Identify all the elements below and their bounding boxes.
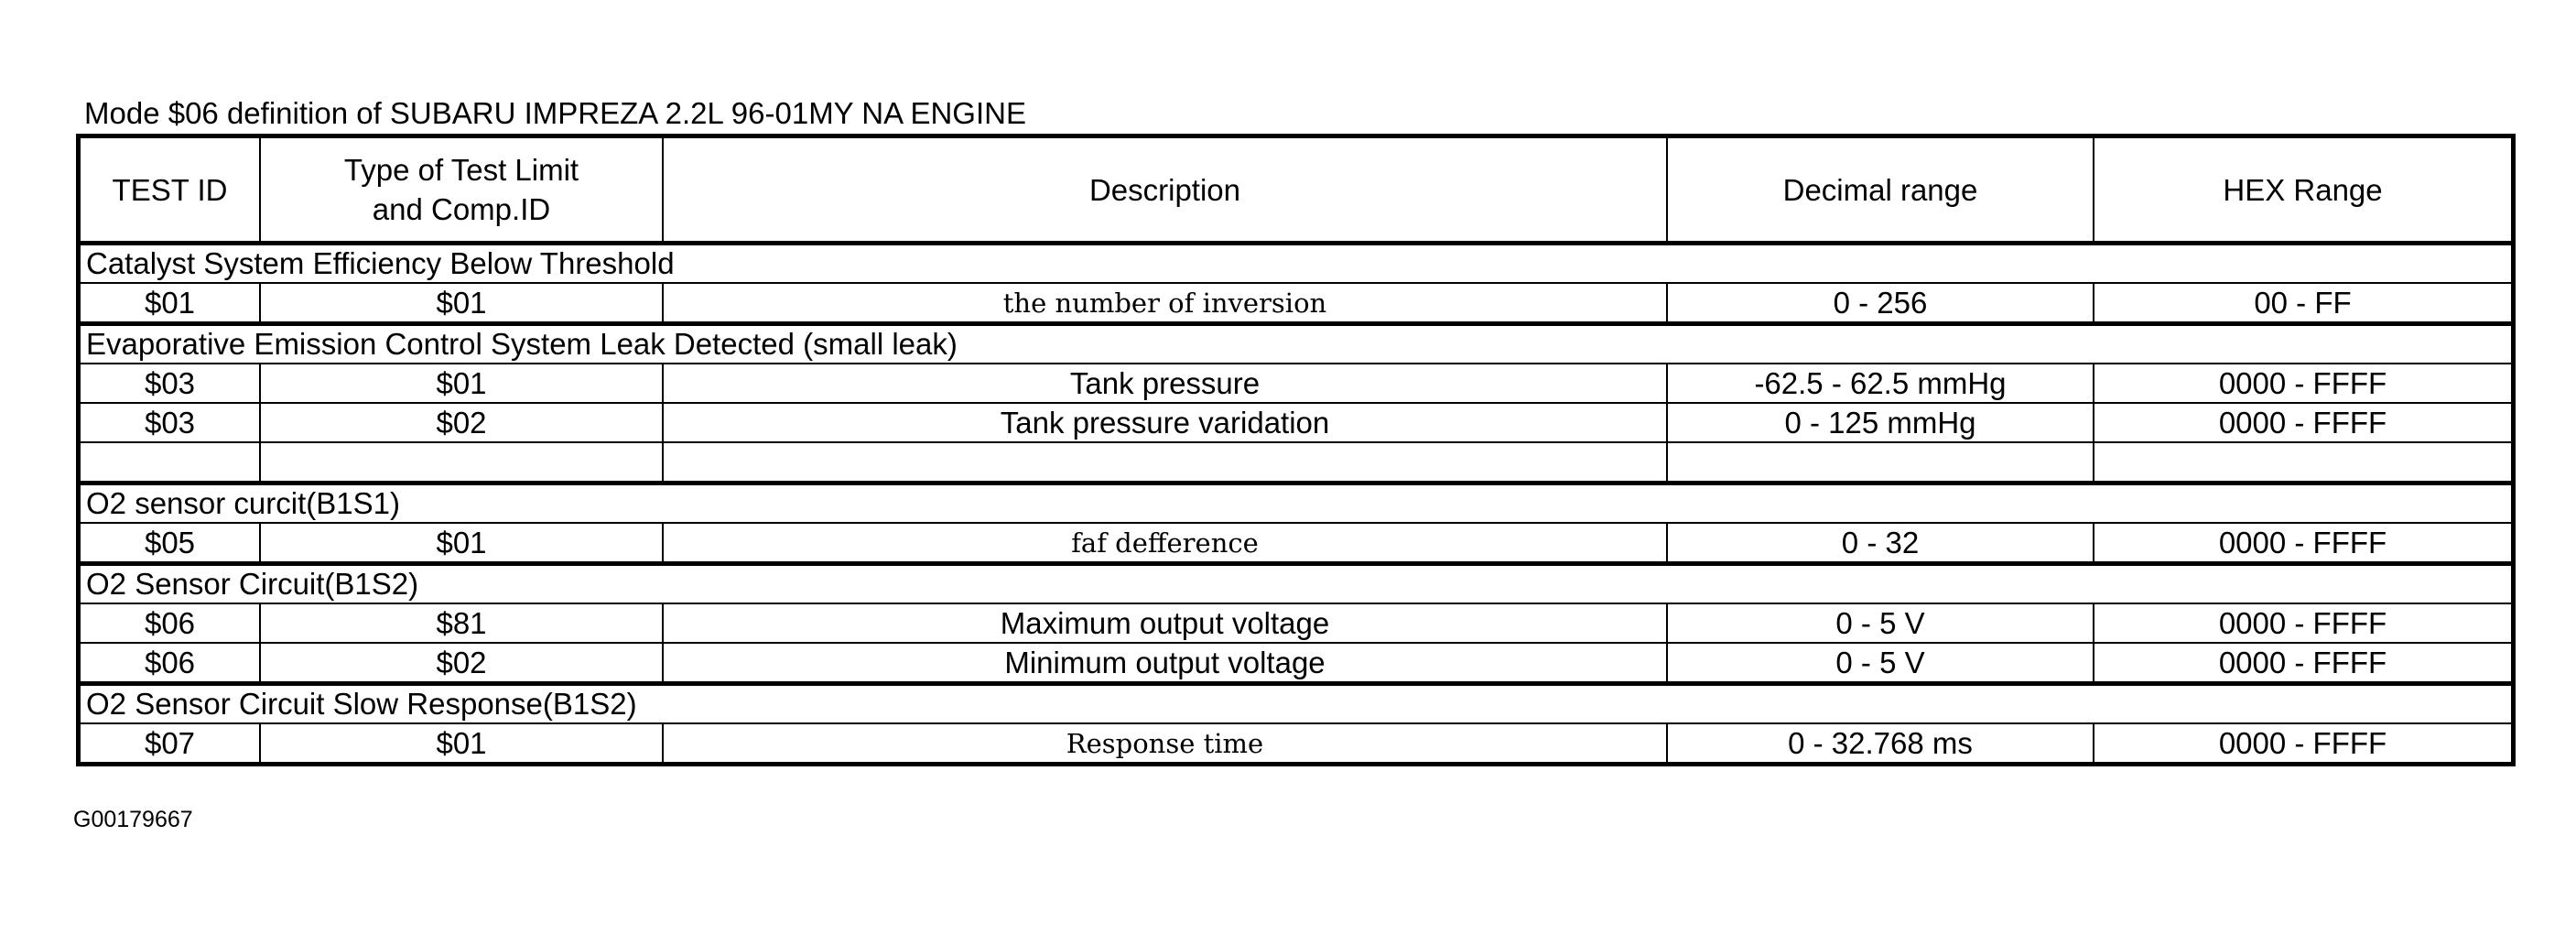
decimal-range-cell: 0 - 32.768 ms	[1666, 724, 2093, 762]
table-row	[81, 722, 2511, 762]
comp-id-cell: $01	[259, 724, 662, 762]
description-cell: Response time	[662, 724, 1666, 762]
decimal-range-cell: 0 - 256	[1666, 284, 2093, 321]
section-row	[81, 321, 2511, 363]
test-id-cell	[81, 443, 259, 481]
description-cell: Maximum output voltage	[662, 604, 1666, 642]
test-id-cell: $07	[144, 725, 196, 760]
section-title: Catalyst System Efficiency Below Threshold	[86, 246, 675, 280]
description-cell: Minimum output voltage	[662, 644, 1666, 681]
section-row	[81, 241, 2511, 282]
decimal-range-cell	[1666, 443, 2093, 481]
test-id-cell: $01	[144, 285, 196, 320]
header-decimal-range: Decimal range	[1666, 138, 2093, 241]
test-id-cell: $06	[144, 605, 196, 640]
hex-range-cell: 0000 - FFFF	[2093, 404, 2511, 441]
mode06-table	[76, 134, 2516, 766]
description-cell: Tank pressure varidation	[662, 404, 1666, 441]
table-row	[81, 642, 2511, 681]
section-title: O2 Sensor Circuit(B1S2)	[86, 567, 419, 601]
test-id-cell: $03	[144, 405, 196, 440]
section-title: O2 sensor curcit(B1S1)	[86, 486, 400, 520]
hex-range-cell: 0000 - FFFF	[2093, 364, 2511, 402]
table-row	[81, 603, 2511, 642]
section-row	[81, 481, 2511, 522]
test-id-cell: $06	[144, 645, 196, 679]
comp-id-cell: $81	[259, 604, 662, 642]
section-row	[81, 681, 2511, 722]
header-row	[81, 138, 2511, 241]
test-id-cell: $05	[144, 525, 196, 559]
decimal-range-cell: 0 - 125 mmHg	[1666, 404, 2093, 441]
decimal-range-cell: 0 - 32	[1666, 524, 2093, 561]
decimal-range-cell: 0 - 5 V	[1666, 644, 2093, 681]
hex-range-cell: 0000 - FFFF	[2093, 724, 2511, 762]
hex-range-cell: 00 - FF	[2093, 284, 2511, 321]
table-row	[81, 522, 2511, 561]
hex-range-cell: 0000 - FFFF	[2093, 604, 2511, 642]
comp-id-cell: $01	[259, 364, 662, 402]
hex-range-cell: 0000 - FFFF	[2093, 644, 2511, 681]
description-cell: Tank pressure	[662, 364, 1666, 402]
header-test-id: TEST ID	[112, 172, 228, 207]
figure-code: G00179667	[73, 807, 193, 832]
table-title: Mode $06 definition of SUBARU IMPREZA 2.2L 96-01MY NA ENGINE	[84, 96, 1026, 130]
decimal-range-cell: 0 - 5 V	[1666, 604, 2093, 642]
comp-id-cell	[259, 443, 662, 481]
table-row-empty	[81, 441, 2511, 481]
table-row	[81, 282, 2511, 321]
hex-range-cell: 0000 - FFFF	[2093, 524, 2511, 561]
description-cell: the number of inversion	[662, 284, 1666, 321]
section-title: O2 Sensor Circuit Slow Response(B1S2)	[86, 687, 637, 721]
header-description: Description	[662, 138, 1666, 241]
comp-id-cell: $02	[259, 644, 662, 681]
description-cell	[662, 443, 1666, 481]
test-id-cell: $03	[144, 365, 196, 400]
section-title: Evaporative Emission Control System Leak Detected (small leak)	[86, 327, 958, 361]
table-row	[81, 363, 2511, 402]
description-cell: faf defference	[662, 524, 1666, 561]
header-type-line2: and Comp.ID	[372, 192, 551, 226]
comp-id-cell: $01	[259, 284, 662, 321]
section-row	[81, 561, 2511, 603]
comp-id-cell: $02	[259, 404, 662, 441]
table-row	[81, 402, 2511, 441]
comp-id-cell: $01	[259, 524, 662, 561]
header-type-of-test-limit	[259, 138, 662, 241]
header-hex-range: HEX Range	[2093, 138, 2511, 241]
header-type-line1: Type of Test Limit	[343, 153, 579, 187]
decimal-range-cell: -62.5 - 62.5 mmHg	[1666, 364, 2093, 402]
hex-range-cell	[2093, 443, 2511, 481]
